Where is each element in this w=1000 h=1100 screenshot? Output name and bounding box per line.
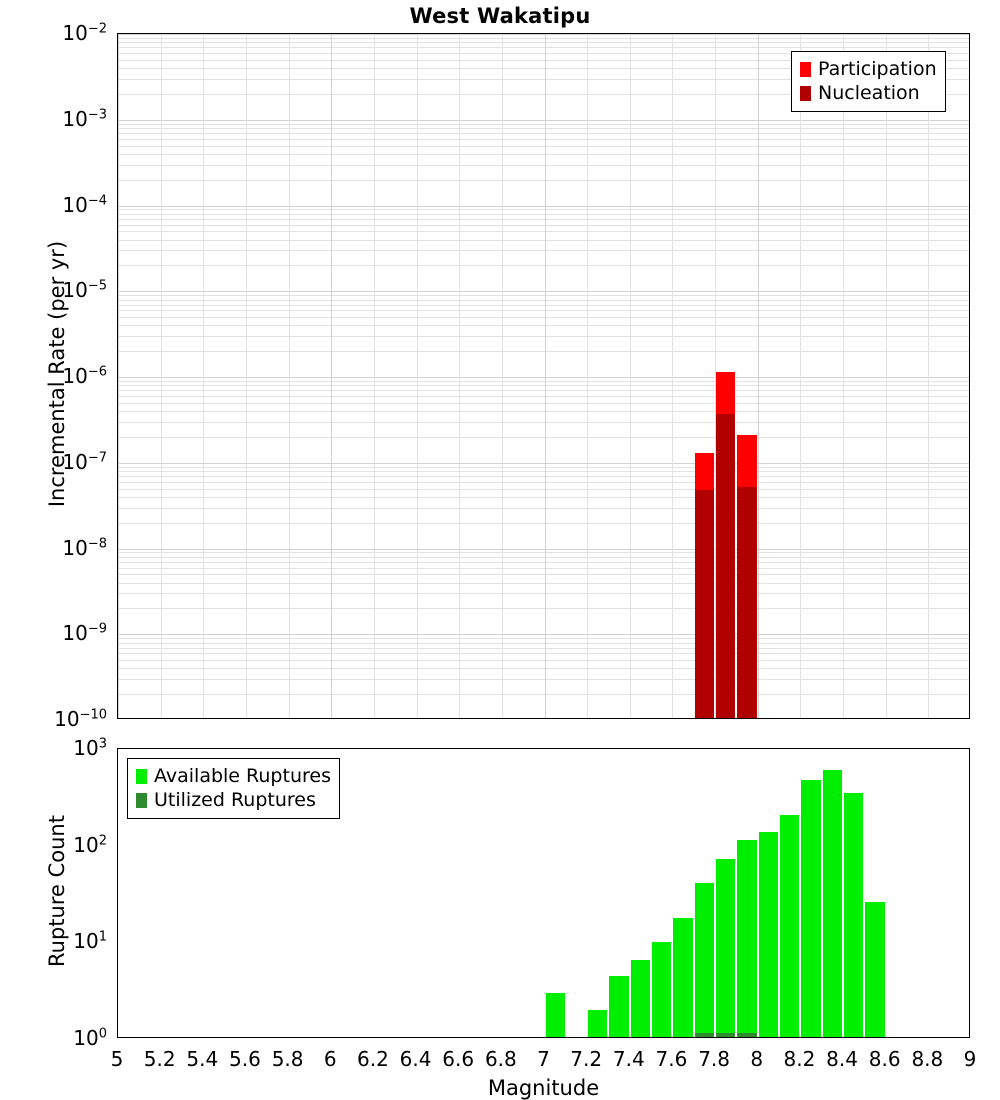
- y-tick-minor: [117, 381, 118, 382]
- y-tick-minor: [117, 643, 118, 644]
- y-tick-minor: [117, 165, 118, 166]
- x-tick: [587, 718, 588, 719]
- y-tick: [117, 942, 118, 943]
- legend-label-participation: Participation: [818, 58, 937, 80]
- y-tick-minor: [117, 422, 118, 423]
- bar-available-ruptures: [695, 883, 714, 1038]
- legend-swatch-nucleation: [800, 86, 811, 101]
- x-tick: [886, 718, 887, 719]
- x-tick: [374, 1037, 375, 1038]
- x-tick-label: 6.8: [484, 1047, 517, 1071]
- y-tick-minor: [117, 552, 118, 553]
- y-tick-minor: [117, 523, 118, 524]
- y-tick: [117, 634, 118, 635]
- y-tick: [117, 206, 118, 207]
- y-tick-minor: [117, 437, 118, 438]
- x-tick-label: 5: [110, 1047, 124, 1071]
- x-tick: [203, 1037, 204, 1038]
- y-tick-minor: [117, 336, 118, 337]
- y-tick-label: $10^{-7}$: [62, 449, 107, 474]
- bar-available-ruptures: [631, 960, 650, 1038]
- x-tick: [417, 1037, 418, 1038]
- gridline-vertical: [672, 34, 673, 718]
- gridline-vertical: [800, 34, 801, 718]
- incremental-rate-chart: [117, 33, 970, 719]
- y-tick-minor: [117, 593, 118, 594]
- gridline-vertical: [502, 34, 503, 718]
- y-tick-minor: [117, 952, 118, 953]
- x-tick-label: 6.4: [399, 1047, 432, 1071]
- y-tick-minor: [117, 964, 118, 965]
- y-tick-minor: [117, 225, 118, 226]
- y-tick-minor: [117, 1010, 118, 1011]
- y-tick-minor: [117, 679, 118, 680]
- legend-item-participation: [800, 57, 937, 81]
- x-tick: [545, 1037, 546, 1038]
- legend-label-available-ruptures: Available Ruptures: [154, 765, 331, 787]
- y-tick-minor: [117, 60, 118, 61]
- gridline-vertical: [417, 34, 418, 718]
- x-tick-label: 5.6: [229, 1047, 261, 1071]
- y-tick-minor: [117, 471, 118, 472]
- x-tick: [161, 1037, 162, 1038]
- x-tick: [502, 1037, 503, 1038]
- x-tick: [886, 1037, 887, 1038]
- y-tick-minor: [117, 317, 118, 318]
- bar-available-ruptures: [716, 859, 735, 1038]
- y-tick-minor: [117, 850, 118, 851]
- x-tick: [203, 718, 204, 719]
- y-tick-minor: [117, 875, 118, 876]
- bar-available-ruptures: [844, 793, 863, 1038]
- rupture-count-y-axis-title: Rupture Count: [45, 815, 69, 967]
- y-tick-minor: [117, 396, 118, 397]
- y-tick-label: $10^{-9}$: [62, 621, 107, 646]
- gridline-vertical: [161, 34, 162, 718]
- x-tick: [928, 718, 929, 719]
- incremental-rate-legend: [791, 51, 946, 112]
- legend-item-utilized-ruptures: [136, 788, 331, 812]
- y-tick-minor: [117, 971, 118, 972]
- x-tick: [417, 718, 418, 719]
- gridline-vertical: [246, 34, 247, 718]
- y-tick-label: $10^{-2}$: [62, 21, 107, 45]
- y-tick-minor: [117, 817, 118, 818]
- y-tick-minor: [117, 68, 118, 69]
- y-tick-minor: [117, 180, 118, 181]
- gridline-vertical: [203, 34, 204, 718]
- x-tick: [502, 718, 503, 719]
- x-tick: [545, 718, 546, 719]
- y-tick-minor: [117, 325, 118, 326]
- y-tick-minor: [117, 778, 118, 779]
- y-tick-minor: [117, 568, 118, 569]
- y-tick-minor: [117, 884, 118, 885]
- y-tick: [117, 34, 118, 35]
- y-tick-minor: [117, 574, 118, 575]
- y-tick-minor: [117, 981, 118, 982]
- y-tick-minor: [117, 867, 118, 868]
- x-tick: [758, 718, 759, 719]
- y-tick-minor: [117, 557, 118, 558]
- x-tick-label: 5.2: [143, 1047, 176, 1071]
- x-tick: [246, 718, 247, 719]
- y-tick: [117, 749, 118, 750]
- y-tick-minor: [117, 300, 118, 301]
- y-tick-label: $10^3$: [73, 736, 107, 760]
- y-tick-minor: [117, 508, 118, 509]
- y-tick: [117, 120, 118, 121]
- x-tick: [118, 718, 119, 719]
- x-tick-label: 6: [323, 1047, 337, 1071]
- y-tick-minor: [117, 146, 118, 147]
- y-tick-minor: [117, 583, 118, 584]
- y-tick-minor: [117, 219, 118, 220]
- incremental-rate-plot-area: [118, 34, 969, 718]
- x-tick: [800, 1037, 801, 1038]
- x-tick: [246, 1037, 247, 1038]
- y-tick-minor: [117, 411, 118, 412]
- y-tick-minor: [117, 638, 118, 639]
- gridline-vertical: [758, 34, 759, 718]
- y-tick-minor: [117, 489, 118, 490]
- y-tick-minor: [117, 214, 118, 215]
- y-tick: [117, 463, 118, 464]
- gridline-vertical: [545, 34, 546, 718]
- y-tick: [117, 846, 118, 847]
- y-tick-minor: [117, 497, 118, 498]
- x-tick: [630, 1037, 631, 1038]
- x-tick-label: 8.4: [826, 1047, 858, 1071]
- y-tick-minor: [117, 758, 118, 759]
- x-tick-label: 6.2: [356, 1047, 389, 1071]
- x-tick-label: 8.6: [868, 1047, 901, 1071]
- x-tick: [630, 718, 631, 719]
- y-tick-minor: [117, 562, 118, 563]
- y-tick-minor: [117, 896, 118, 897]
- x-tick: [843, 718, 844, 719]
- gridline-vertical: [630, 34, 631, 718]
- gridline-vertical: [118, 34, 119, 718]
- y-tick-minor: [117, 310, 118, 311]
- y-tick-minor: [117, 648, 118, 649]
- y-tick-label: $10^{-3}$: [62, 106, 107, 131]
- legend-item-available-ruptures: [136, 764, 331, 788]
- y-tick-minor: [117, 94, 118, 95]
- x-tick: [459, 1037, 460, 1038]
- bar-available-ruptures: [801, 780, 820, 1038]
- y-tick-minor: [117, 305, 118, 306]
- bar-utilized-ruptures: [737, 1033, 756, 1038]
- y-tick-minor: [117, 753, 118, 754]
- y-tick-minor: [117, 855, 118, 856]
- y-tick-minor: [117, 947, 118, 948]
- y-tick-minor: [117, 351, 118, 352]
- gridline-vertical: [843, 34, 844, 718]
- y-tick-minor: [117, 209, 118, 210]
- y-tick-minor: [117, 403, 118, 404]
- x-tick-label: 8: [750, 1047, 764, 1071]
- page-title: West Wakatipu: [409, 4, 591, 28]
- y-tick-label: $10^{-6}$: [62, 364, 107, 388]
- gridline-vertical: [928, 34, 929, 718]
- y-tick-minor: [117, 124, 118, 125]
- y-tick-minor: [117, 139, 118, 140]
- y-tick-minor: [117, 764, 118, 765]
- x-tick-label: 7.8: [698, 1047, 730, 1071]
- legend-swatch-utilized-ruptures: [136, 793, 147, 808]
- y-tick-minor: [117, 467, 118, 468]
- x-tick: [161, 718, 162, 719]
- y-tick-minor: [117, 265, 118, 266]
- bar-available-ruptures: [673, 918, 692, 1038]
- y-tick-minor: [117, 38, 118, 39]
- bar-available-ruptures: [865, 902, 884, 1038]
- bar-nucleation: [737, 487, 756, 719]
- x-tick: [459, 718, 460, 719]
- x-tick: [715, 718, 716, 719]
- y-tick-minor: [117, 128, 118, 129]
- x-tick-label: 9: [963, 1047, 977, 1071]
- y-tick-minor: [117, 240, 118, 241]
- x-tick: [118, 1037, 119, 1038]
- y-tick-minor: [117, 133, 118, 134]
- y-tick: [117, 291, 118, 292]
- y-tick-minor: [117, 482, 118, 483]
- x-tick: [758, 1037, 759, 1038]
- bar-available-ruptures: [759, 832, 778, 1038]
- legend-swatch-available-ruptures: [136, 769, 147, 784]
- y-tick-minor: [117, 668, 118, 669]
- x-tick: [672, 718, 673, 719]
- bar-available-ruptures: [652, 942, 671, 1038]
- y-tick-minor: [117, 913, 118, 914]
- x-tick-label: 8.8: [911, 1047, 944, 1071]
- bar-utilized-ruptures: [695, 1033, 714, 1038]
- legend-swatch-participation: [800, 62, 811, 77]
- x-tick: [800, 718, 801, 719]
- y-tick-minor: [117, 47, 118, 48]
- x-tick: [715, 1037, 716, 1038]
- y-tick-minor: [117, 800, 118, 801]
- y-tick-label: $10^{-10}$: [54, 707, 107, 731]
- gridline-vertical: [459, 34, 460, 718]
- bar-nucleation: [695, 490, 714, 719]
- bar-available-ruptures: [588, 1010, 607, 1038]
- x-tick-label: 5.8: [271, 1047, 304, 1071]
- gridline-vertical: [331, 34, 332, 718]
- y-tick: [117, 377, 118, 378]
- bar-available-ruptures: [609, 976, 628, 1038]
- legend-label-nucleation: Nucleation: [818, 82, 920, 104]
- x-tick-label: 5.4: [186, 1047, 219, 1071]
- y-tick-minor: [117, 250, 118, 251]
- bar-available-ruptures: [780, 815, 799, 1038]
- bar-available-ruptures: [823, 770, 842, 1038]
- x-tick: [587, 1037, 588, 1038]
- x-tick: [331, 1037, 332, 1038]
- x-tick: [928, 1037, 929, 1038]
- y-tick-minor: [117, 787, 118, 788]
- gridline-vertical: [374, 34, 375, 718]
- y-tick-minor: [117, 295, 118, 296]
- top-chart-y-axis-title: Incremental Rate (per yr): [45, 240, 69, 508]
- y-tick-minor: [117, 42, 118, 43]
- y-tick-minor: [117, 53, 118, 54]
- x-tick-label: 7.6: [655, 1047, 688, 1071]
- x-tick-label: 7.4: [612, 1047, 645, 1071]
- x-tick-label: 6.6: [442, 1047, 475, 1071]
- legend-label-utilized-ruptures: Utilized Ruptures: [154, 789, 316, 811]
- y-tick-label: $10^{-8}$: [62, 535, 107, 560]
- y-tick-label: $10^1$: [73, 929, 107, 954]
- y-tick-label: $10^0$: [73, 1026, 107, 1050]
- y-tick-minor: [117, 770, 118, 771]
- x-tick: [289, 718, 290, 719]
- y-tick: [117, 549, 118, 550]
- y-tick-label: $10^2$: [73, 832, 107, 857]
- bar-available-ruptures: [737, 840, 756, 1038]
- y-tick-minor: [117, 957, 118, 958]
- x-tick: [672, 1037, 673, 1038]
- y-tick-minor: [117, 608, 118, 609]
- y-tick-minor: [117, 653, 118, 654]
- y-tick-label: $10^{-5}$: [62, 278, 107, 303]
- bar-nucleation: [716, 414, 735, 719]
- y-tick-minor: [117, 154, 118, 155]
- gridline-vertical: [587, 34, 588, 718]
- y-tick-label: $10^{-4}$: [62, 192, 107, 217]
- bar-available-ruptures: [546, 993, 565, 1038]
- x-tick-label: 7.2: [570, 1047, 603, 1071]
- y-tick-minor: [117, 231, 118, 232]
- y-tick-minor: [117, 385, 118, 386]
- x-tick-label: 7: [537, 1047, 550, 1071]
- legend-item-nucleation: [800, 81, 937, 105]
- gridline-vertical: [289, 34, 290, 718]
- y-tick-minor: [117, 79, 118, 80]
- magnitude-axis-title: Magnitude: [487, 1076, 600, 1100]
- rupture-count-legend: [127, 758, 340, 819]
- y-tick-minor: [117, 476, 118, 477]
- x-tick: [331, 718, 332, 719]
- x-tick-label: 8.2: [783, 1047, 816, 1071]
- gridline-vertical: [886, 34, 887, 718]
- y-tick-minor: [117, 660, 118, 661]
- x-tick: [843, 1037, 844, 1038]
- x-tick: [289, 1037, 290, 1038]
- y-tick-minor: [117, 694, 118, 695]
- y-tick-minor: [117, 861, 118, 862]
- x-tick: [374, 718, 375, 719]
- y-tick-minor: [117, 390, 118, 391]
- y-tick-minor: [117, 993, 118, 994]
- bar-utilized-ruptures: [716, 1033, 735, 1038]
